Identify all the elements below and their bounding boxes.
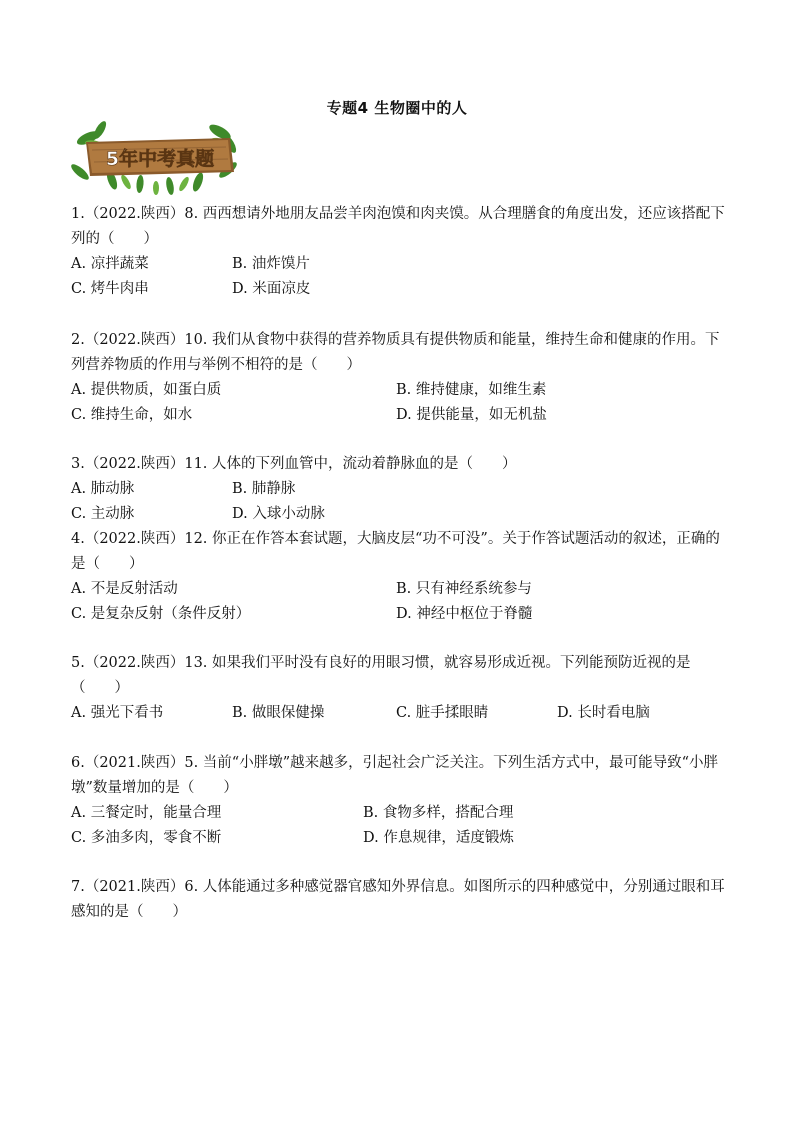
options-row [71, 826, 726, 851]
page-title: 专题4 生物圈中的人 [326, 99, 468, 117]
option-a: A. 提供物质，如蛋白质 [71, 382, 222, 398]
option-d: D. 提供能量，如无机盐 [396, 407, 547, 423]
question-stem: 4.（2022.陕西）12. 你正在作答本套试题，大脑皮层“功不可没”。关于作答试题活动的叙述，正确的是（ ） [71, 531, 720, 572]
options-row [71, 277, 726, 302]
options-row [71, 378, 726, 403]
option-b: B. 做眼保健操 [232, 705, 325, 721]
option-b: B. 维持健康，如维生素 [396, 382, 547, 398]
question-3 [71, 452, 726, 527]
svg-text:5年中考真题: 5年中考真题 [105, 148, 215, 170]
option-a: A. 不是反射活动 [71, 581, 178, 597]
option-d: D. 入球小动脉 [232, 506, 325, 522]
question-stem: 5.（2022.陕西）13. 如果我们平时没有良好的用眼习惯，就容易形成近视。下列能预防近视的是（ ） [71, 655, 691, 696]
options-row [71, 577, 726, 602]
option-d: D. 长时看电脑 [557, 705, 650, 721]
option-c: C. 多油多肉，零食不断 [71, 830, 222, 846]
option-c: C. 是复杂反射（条件反射） [71, 606, 251, 622]
option-b: B. 只有神经系统参与 [396, 581, 532, 597]
question-stem: 2.（2022.陕西）10. 我们从食物中获得的营养物质具有提供物质和能量，维持生命和健康的作用。下列营养物质的作用与举例不相符的是（ ） [71, 332, 720, 373]
option-a: A. 肺动脉 [71, 481, 135, 497]
question-5 [71, 651, 726, 726]
options-row [71, 701, 726, 726]
option-a: A. 三餐定时，能量合理 [71, 805, 222, 821]
option-b: B. 肺静脉 [232, 481, 296, 497]
question-6 [71, 751, 726, 851]
option-c: C. 烤牛肉串 [71, 281, 149, 297]
option-d: D. 米面凉皮 [232, 281, 311, 297]
option-b: B. 油炸馍片 [232, 256, 310, 272]
option-d: D. 作息规律，适度锻炼 [363, 830, 514, 846]
option-b: B. 食物多样，搭配合理 [363, 805, 514, 821]
question-stem: 7.（2021.陕西）6. 人体能通过多种感觉器官感知外界信息。如图所示的四种感觉中，分别通过眼和耳感知的是（ ） [71, 879, 725, 920]
option-d: D. 神经中枢位于脊髓 [396, 606, 533, 622]
options-row [71, 801, 726, 826]
options-row [71, 477, 726, 502]
question-7 [71, 875, 726, 925]
option-c: C. 维持生命，如水 [71, 407, 193, 423]
options-row [71, 403, 726, 428]
question-4 [71, 527, 726, 627]
options-row [71, 252, 726, 277]
options-row [71, 602, 726, 627]
options-row [71, 502, 726, 527]
question-stem: 6.（2021.陕西）5. 当前“小胖墩”越来越多，引起社会广泛关注。下列生活方式中，最可能导致“小胖墩”数量增加的是（ ） [71, 755, 719, 796]
question-2 [71, 328, 726, 428]
question-stem: 1.（2022.陕西）8. 西西想请外地朋友品尝羊肉泡馍和肉夹馍。从合理膳食的角度出发，还应该搭配下列的（ ） [71, 206, 725, 247]
banner-badge [70, 120, 242, 195]
option-c: C. 主动脉 [71, 506, 135, 522]
question-1 [71, 202, 726, 302]
option-a: A. 强光下看书 [71, 705, 164, 721]
option-c: C. 脏手揉眼睛 [396, 705, 489, 721]
option-a: A. 凉拌蔬菜 [71, 256, 149, 272]
question-stem: 3.（2022.陕西）11. 人体的下列血管中，流动着静脉血的是（ ） [71, 456, 517, 472]
